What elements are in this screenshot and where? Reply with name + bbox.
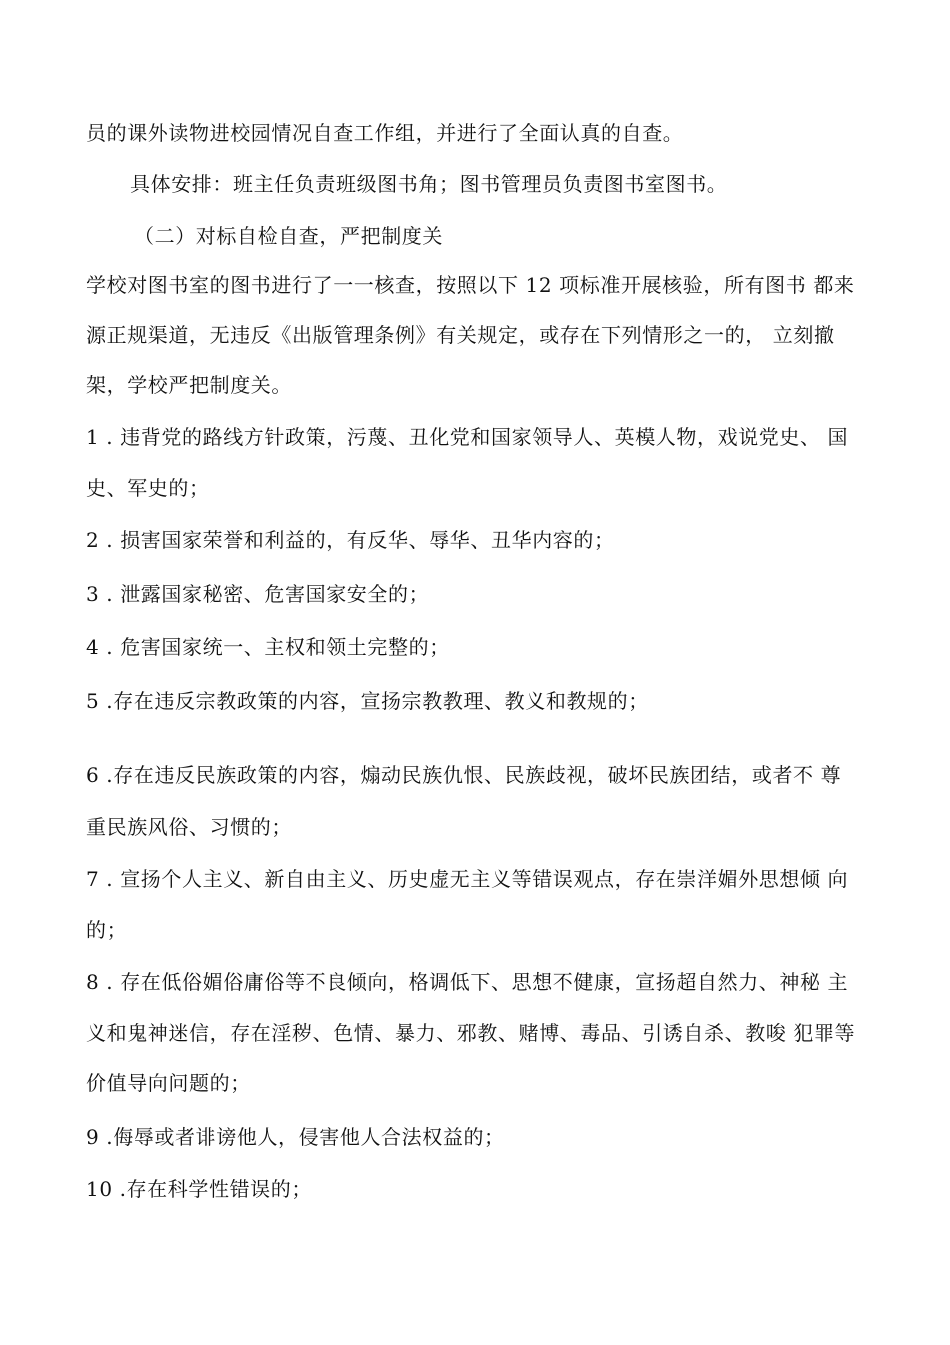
paragraph-line: 学校对图书室的图书进行了一一核查，按照以下 12 项标准开展核验，所有图书 都来 [86, 273, 855, 297]
list-item-continuation: 价值导向问题的； [86, 1071, 251, 1095]
paragraph-line: 架，学校严把制度关。 [86, 373, 292, 397]
list-item: 9 .侮辱或者诽谤他人，侵害他人合法权益的； [86, 1125, 505, 1149]
list-item: 1 . 违背党的路线方针政策，污蔑、丑化党和国家领导人、英模人物，戏说党史、 国 [86, 425, 849, 449]
section-heading: （二）对标自检自查，严把制度关 [134, 224, 443, 248]
list-item: 8 . 存在低俗媚俗庸俗等不良倾向，格调低下、思想不健康，宣扬超自然力、神秘 主 [86, 970, 849, 994]
list-item: 10 .存在科学性错误的； [86, 1177, 312, 1201]
list-item-continuation: 史、军史的； [86, 476, 210, 500]
paragraph-line: 员的课外读物进校园情况自查工作组，并进行了全面认真的自查。 [86, 121, 684, 145]
list-item: 5 .存在违反宗教政策的内容，宣扬宗教教理、教义和教规的； [86, 689, 649, 713]
paragraph-line: 具体安排：班主任负责班级图书角；图书管理员负责图书室图书。 [130, 172, 728, 196]
list-item-continuation: 重民族风俗、习惯的； [86, 815, 292, 839]
list-item: 7 . 宣扬个人主义、新自由主义、历史虚无主义等错误观点，存在崇洋媚外思想倾 向 [86, 867, 849, 891]
list-item-continuation: 义和鬼神迷信，存在淫秽、色情、暴力、邪教、赌博、毒品、引诱自杀、教唆 犯罪等 [86, 1021, 856, 1045]
list-item-continuation: 的； [86, 918, 128, 942]
list-item: 2 . 损害国家荣誉和利益的，有反华、辱华、丑华内容的； [86, 528, 615, 552]
paragraph-line: 源正规渠道，无违反《出版管理条例》有关规定，或存在下列情形之一的， 立刻撤 [86, 323, 835, 347]
list-item: 6 .存在违反民族政策的内容，煽动民族仇恨、民族歧视，破坏民族团结，或者不 尊 [86, 763, 842, 787]
list-item: 3 . 泄露国家秘密、危害国家安全的； [86, 582, 430, 606]
list-item: 4 . 危害国家统一、主权和领土完整的； [86, 635, 450, 659]
